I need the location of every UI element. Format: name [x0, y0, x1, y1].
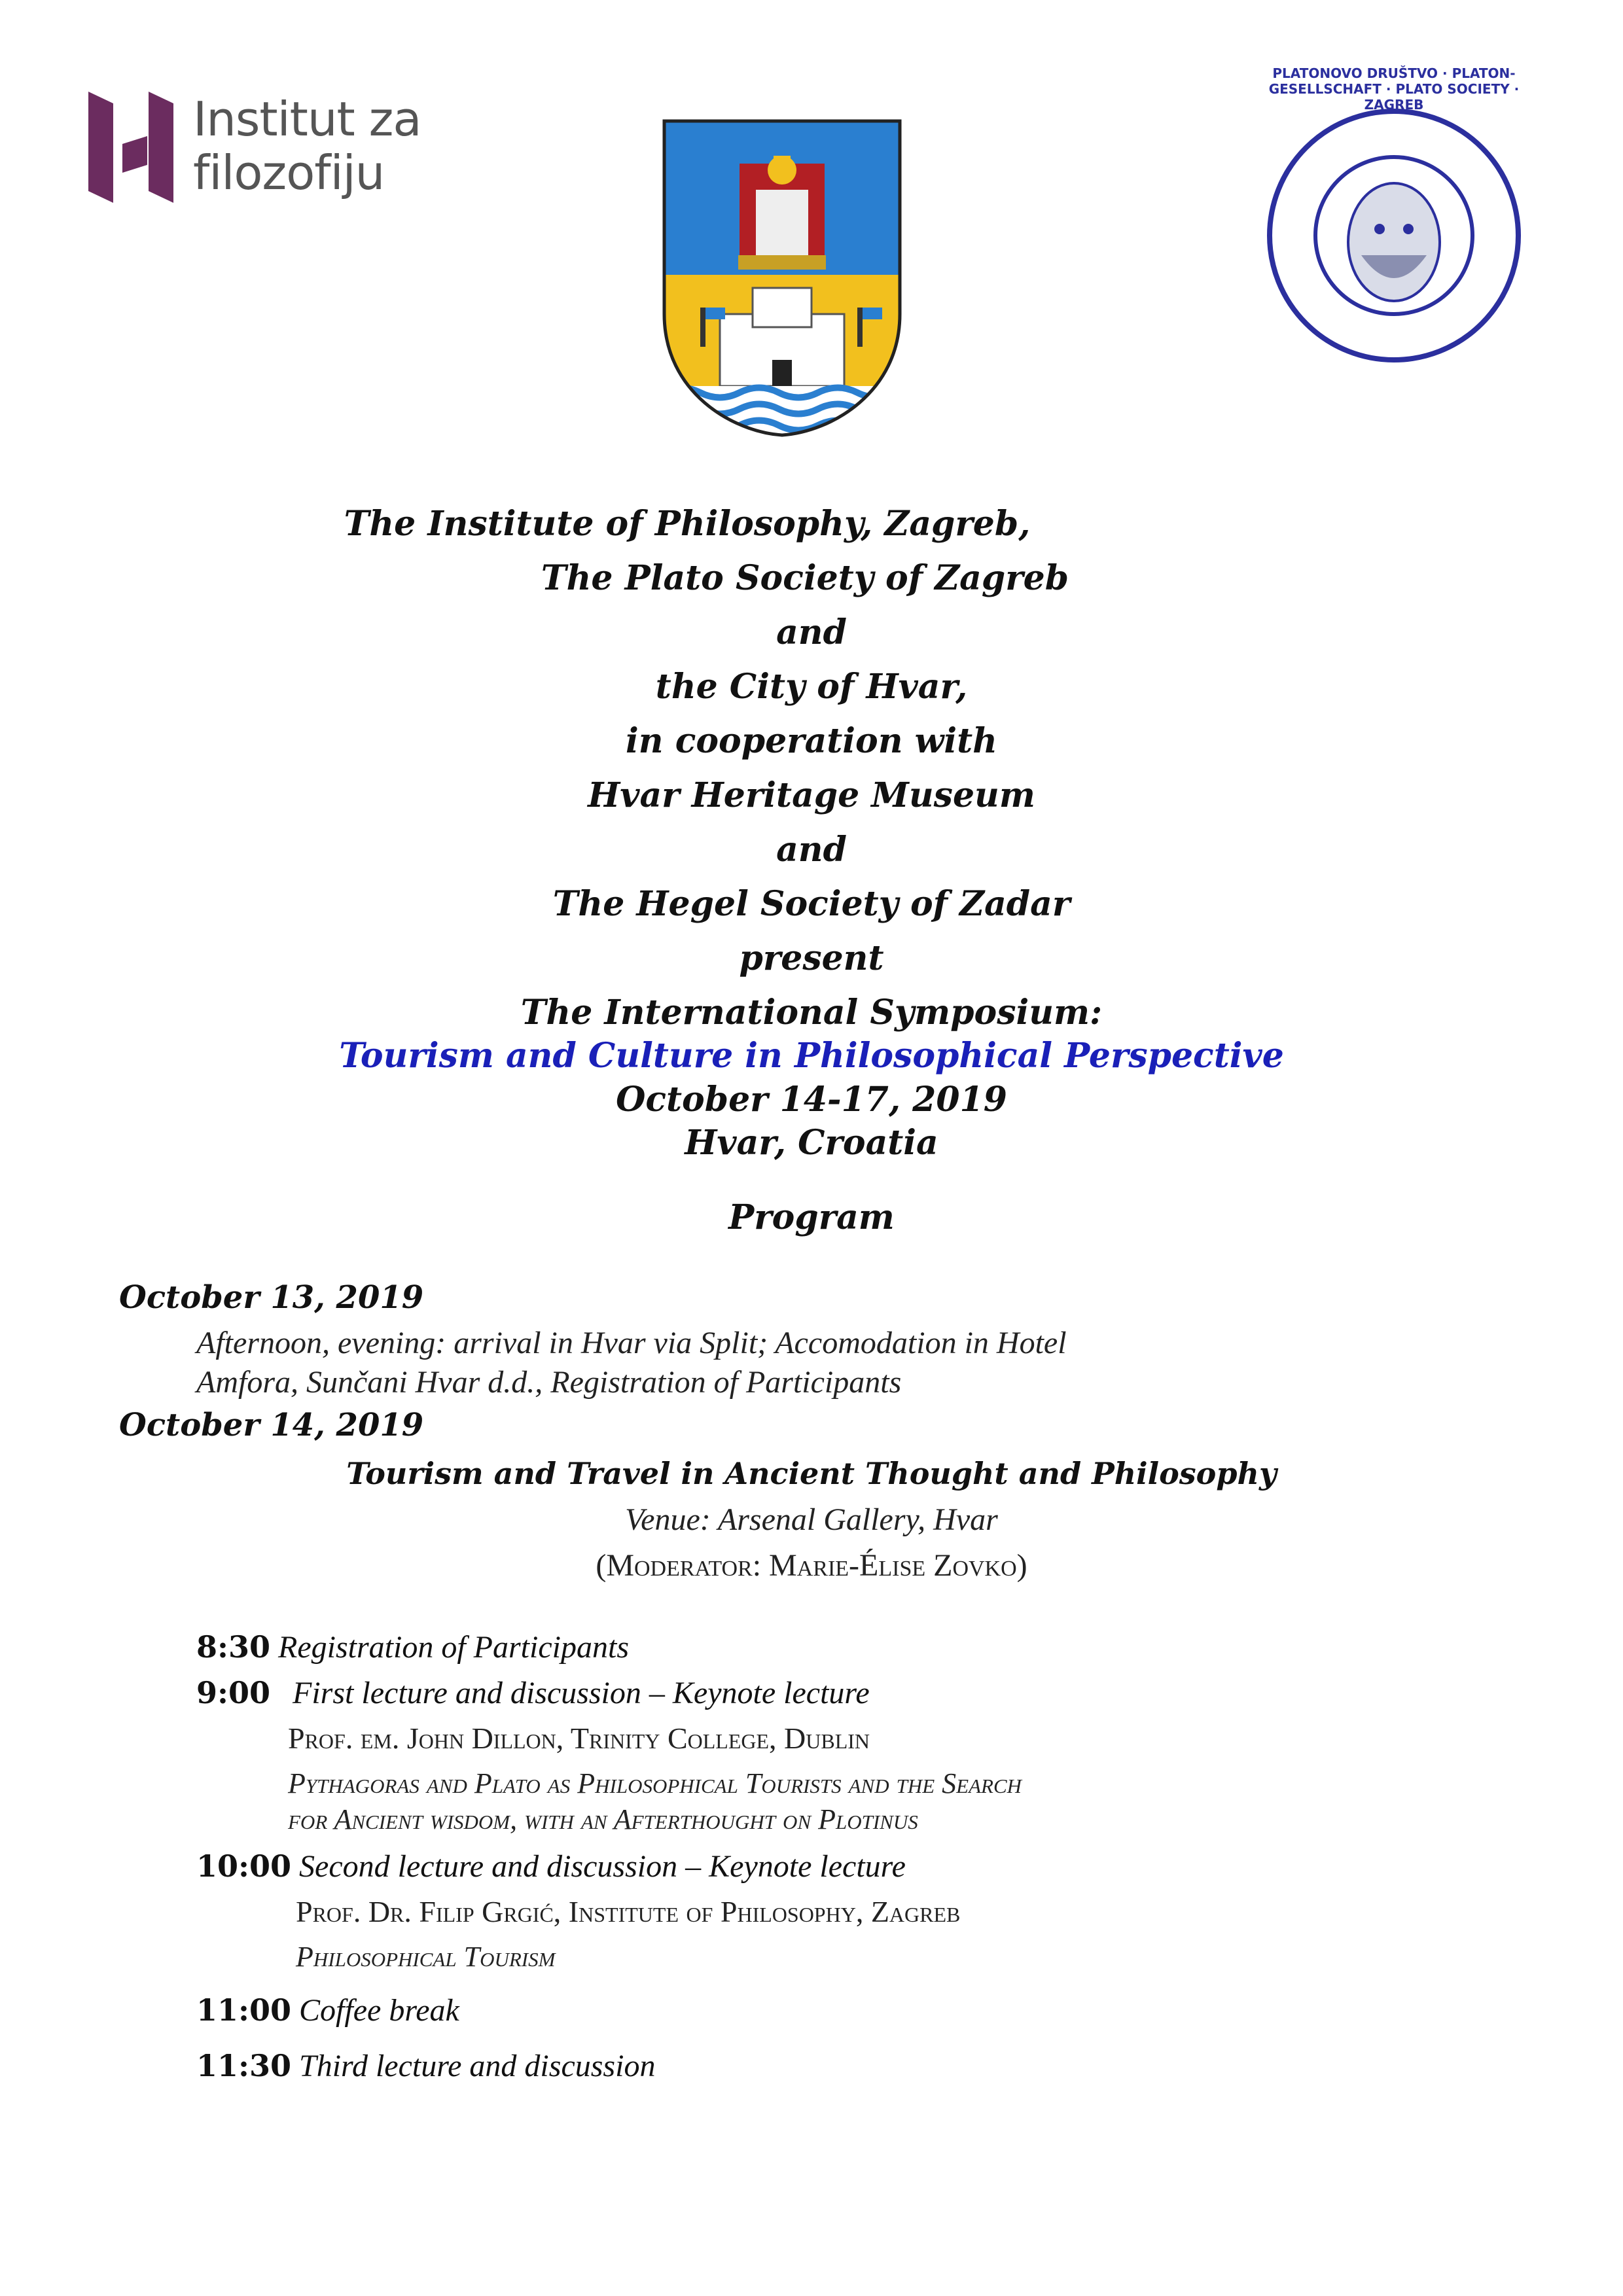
schedule-slot: [196, 2048, 655, 2084]
symposium-location: Hvar, Croatia: [685, 1123, 938, 1163]
institute-logo-text-2: filozofiju: [193, 145, 385, 200]
organizer-line-6: Hvar Heritage Museum: [588, 775, 1035, 815]
slot-time: 11:00: [196, 1992, 292, 2028]
lecture-title-line-1: Philosophical Tourism: [296, 1941, 556, 1973]
speaker-name: Prof. Dr. Filip Grgić, Institute of Philosophy, Zagreb: [296, 1895, 961, 1928]
day-1-text-line-1: Afternoon, evening: arrival in Hvar via Split; Accomodation in Hotel: [196, 1326, 1067, 1360]
slot-time: 8:30: [196, 1629, 271, 1665]
slot-description: Coffee break: [299, 1993, 459, 2028]
coat-of-arms-icon: [661, 118, 903, 438]
organizer-line-3: and: [776, 612, 847, 652]
day-date: October 14, 2019: [119, 1407, 424, 1443]
day-1-text-line-2: Amfora, Sunčani Hvar d.d., Registration of Participants: [196, 1365, 902, 1400]
institute-logo-icon: [88, 92, 173, 209]
schedule-slot: [196, 1992, 459, 2028]
organizer-line-2: The Plato Society of Zagreb: [541, 558, 1069, 598]
institute-logo-text-1: Institut za: [193, 92, 421, 147]
hvar-coat-of-arms: [661, 118, 903, 438]
slot-time: 9:00: [196, 1675, 271, 1710]
slot-description: Second lecture and discussion – Keynote lecture: [299, 1849, 906, 1884]
organizer-line-5: in cooperation with: [626, 721, 997, 761]
schedule-slot: [196, 1675, 870, 1711]
slot-description: First lecture and discussion – Keynote lecture: [293, 1676, 870, 1710]
program-heading: Program: [728, 1197, 895, 1237]
session-venue: Venue: Arsenal Gallery, Hvar: [625, 1502, 998, 1537]
slot-time: 10:00: [196, 1848, 292, 1884]
symposium-title: Tourism and Culture in Philosophical Perspective: [339, 1036, 1284, 1076]
organizer-line-8: The Hegel Society of Zadar: [552, 884, 1071, 924]
session-moderator: (Moderator: Marie-Élise Zovko): [596, 1548, 1027, 1583]
speaker-name: Prof. em. John Dillon, Trinity College, Dublin: [288, 1722, 870, 1755]
lecture-title-line-2: for Ancient wisdom, with an Afterthought on Plotinus: [288, 1803, 918, 1835]
session-title: Tourism and Travel in Ancient Thought and Philosophy: [346, 1456, 1277, 1491]
slot-description: Third lecture and discussion: [299, 2049, 656, 2083]
institute-logo: [88, 92, 429, 209]
lecture-title-line-1: Pythagoras and Plato as Philosophical Tourists and the Search: [288, 1767, 1022, 1799]
schedule-slot: [196, 1848, 906, 1884]
plato-society-seal: [1263, 65, 1525, 366]
organizer-line-4: the City of Hvar,: [655, 667, 968, 707]
day-date: October 13, 2019: [119, 1279, 424, 1316]
organizer-line-9: present: [739, 938, 884, 978]
plato-seal-icon: [1263, 105, 1525, 366]
organizer-line-7: and: [776, 830, 847, 870]
schedule-slot: [196, 1629, 629, 1665]
organizer-line-1: The Institute of Philosophy, Zagreb,: [344, 504, 1031, 544]
symposium-dates: October 14-17, 2019: [616, 1080, 1007, 1120]
symposium-label: The International Symposium:: [520, 993, 1103, 1033]
plato-seal-text: PLATONOVO DRUŠTVO · PLATON-GESELLSCHAFT · PLATO SOCIETY · ZAGREB: [1268, 65, 1520, 113]
slot-time: 11:30: [196, 2048, 292, 2083]
slot-description: Registration of Participants: [278, 1630, 630, 1665]
